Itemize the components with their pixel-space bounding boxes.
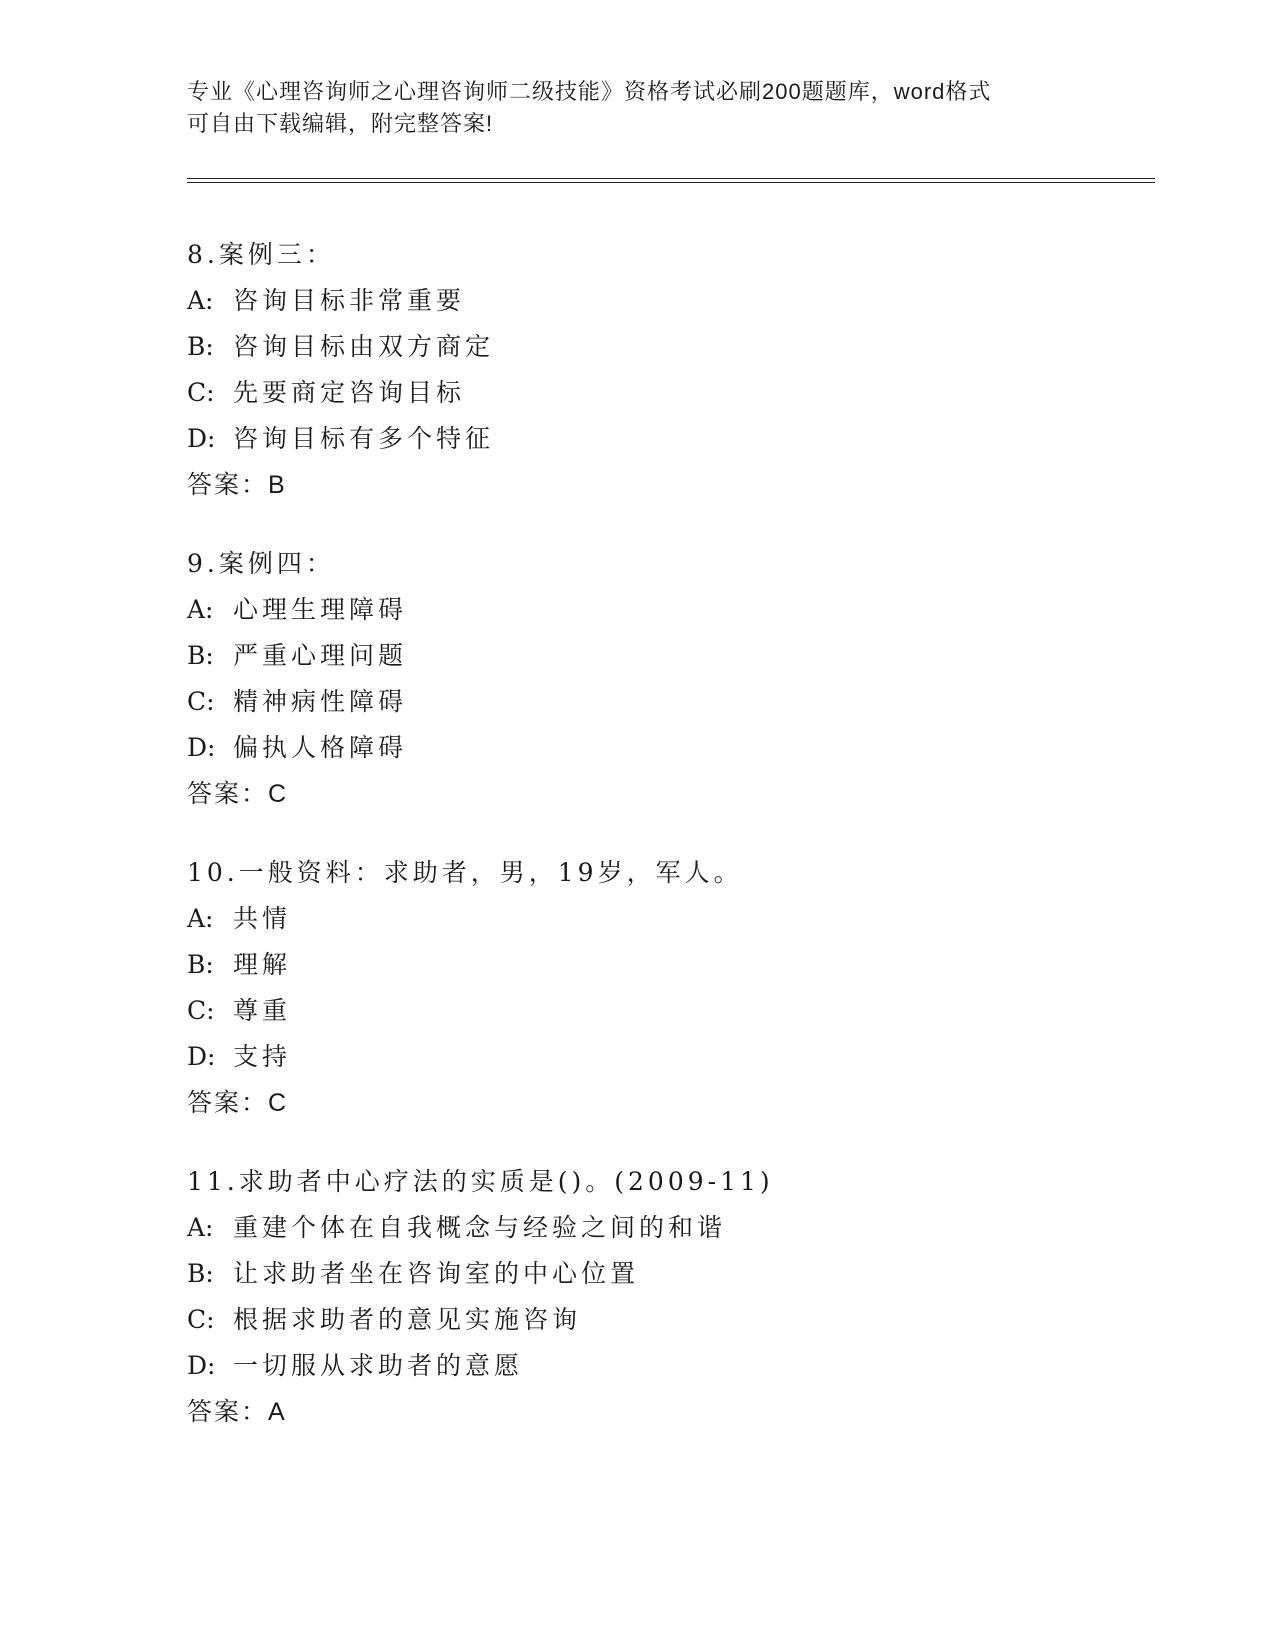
option-b [187, 942, 1147, 988]
option-b [187, 324, 1147, 370]
option-key: A: [187, 904, 214, 933]
question-10 [187, 850, 1147, 1126]
option-c [187, 988, 1147, 1034]
option-key: B: [187, 1259, 214, 1288]
option-text: 咨询目标由双方商定 [233, 332, 495, 361]
option-key: C: [187, 1305, 215, 1334]
answer-line: 答案：B [187, 471, 287, 499]
option-c [187, 370, 1147, 416]
option-key: C: [187, 378, 215, 407]
option-a [187, 1205, 1147, 1251]
option-key: C: [187, 687, 215, 716]
option-text: 支持 [233, 1042, 292, 1071]
header-title-line-1: 专业《心理咨询师之心理咨询师二级技能》资格考试必刷200题题库，word格式 [187, 79, 992, 104]
question-list [187, 232, 1147, 1468]
option-text: 根据求助者的意见实施咨询 [233, 1305, 582, 1334]
option-key: C: [187, 996, 215, 1025]
option-key: B: [187, 641, 214, 670]
question-9 [187, 541, 1147, 817]
option-text: 重建个体在自我概念与经验之间的和谐 [233, 1213, 727, 1242]
header-divider-bottom [187, 182, 1155, 183]
option-key: D: [187, 424, 216, 453]
option-key: A: [187, 1213, 214, 1242]
option-d [187, 1034, 1147, 1080]
question-stem: 10.一般资料：求助者，男，19岁，军人。 [187, 858, 743, 887]
option-key: D: [187, 1042, 216, 1071]
option-text: 让求助者坐在咨询室的中心位置 [233, 1259, 640, 1288]
question-stem: 8.案例三： [187, 240, 335, 269]
document-header [187, 76, 1087, 140]
option-a [187, 278, 1147, 324]
option-d [187, 416, 1147, 462]
option-text: 尊重 [233, 996, 292, 1025]
option-text: 偏执人格障碍 [233, 733, 408, 762]
option-b [187, 633, 1147, 679]
question-11 [187, 1159, 1147, 1435]
header-title-line-2: 可自由下载编辑，附完整答案! [187, 111, 494, 136]
option-key: A: [187, 595, 214, 624]
option-text: 先要商定咨询目标 [233, 378, 466, 407]
option-text: 一切服从求助者的意愿 [233, 1351, 524, 1380]
option-text: 理解 [233, 950, 292, 979]
option-key: D: [187, 733, 216, 762]
question-8 [187, 232, 1147, 508]
option-text: 严重心理问题 [233, 641, 408, 670]
option-text: 心理生理障碍 [233, 595, 408, 624]
option-text: 咨询目标非常重要 [233, 286, 466, 315]
option-c [187, 679, 1147, 725]
option-b [187, 1251, 1147, 1297]
answer-line: 答案：C [187, 1089, 289, 1117]
option-text: 咨询目标有多个特征 [233, 424, 495, 453]
question-stem: 9.案例四： [187, 549, 335, 578]
option-d [187, 1343, 1147, 1389]
option-text: 共情 [233, 904, 292, 933]
option-key: D: [187, 1351, 216, 1380]
option-text: 精神病性障碍 [233, 687, 408, 716]
option-key: B: [187, 950, 214, 979]
option-d [187, 725, 1147, 771]
option-a [187, 587, 1147, 633]
answer-line: 答案：C [187, 780, 289, 808]
answer-line: 答案：A [187, 1398, 287, 1426]
option-key: B: [187, 332, 214, 361]
option-a [187, 896, 1147, 942]
header-divider-top [187, 178, 1155, 179]
question-stem: 11.求助者中心疗法的实质是()。(2009-11) [187, 1167, 774, 1196]
option-key: A: [187, 286, 214, 315]
option-c [187, 1297, 1147, 1343]
